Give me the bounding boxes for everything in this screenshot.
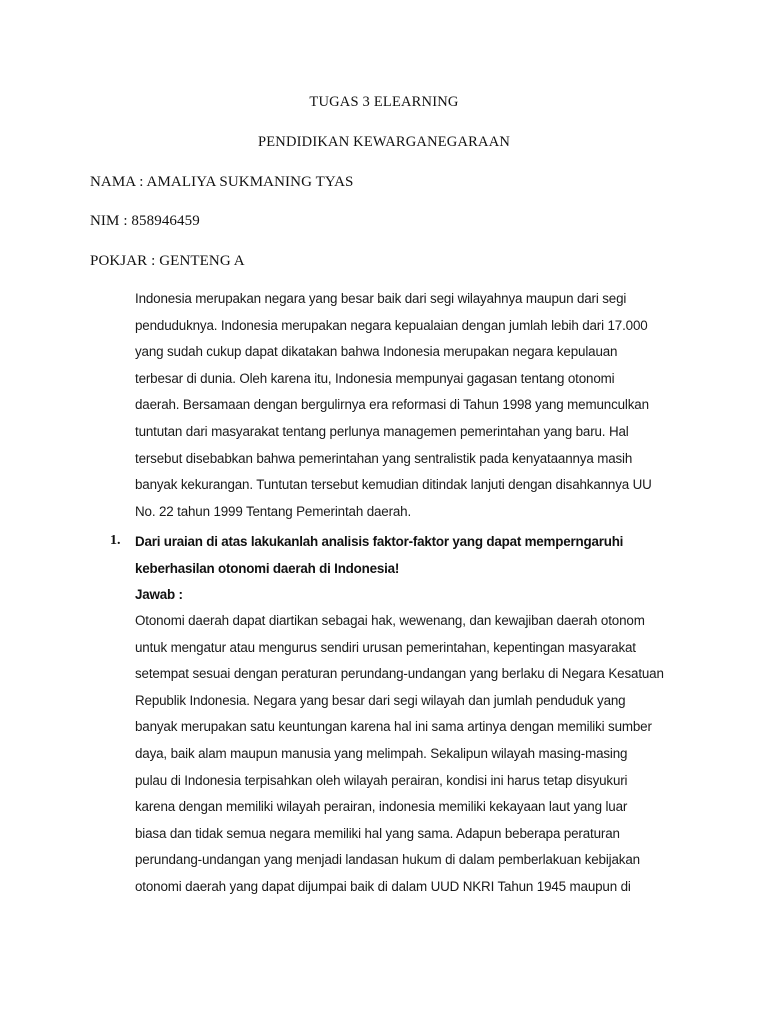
intro-paragraph [135,286,695,525]
subject-title: PENDIDIKAN KEWARGANEGARAAN [257,134,511,150]
paragraph-line: pulau di Indonesia terpisahkan oleh wilayah perairan, kondisi ini harus tetap disyukuri [135,772,628,788]
paragraph-line: otonomi daerah yang dapat dijumpai baik di dalam UUD NKRI Tahun 1945 maupun di [135,878,631,894]
paragraph-line: banyak merupakan satu keuntungan karena hal ini sama artinya dengan memiliki sumber [135,719,652,735]
paragraph-line: Otonomi daerah dapat diartikan sebagai hak, wewenang, dan kewajiban daerah otonom [135,613,645,628]
paragraph-line: untuk mengatur atau mengurus sendiri urusan pemerintahan, kepentingan masyarakat [135,639,636,655]
paragraph-line: banyak kekurangan. Tuntutan tersebut kemudian ditindak lanjuti dengan disahkannya UU [135,477,652,493]
paragraph-line: karena dengan memiliki wilayah perairan, indonesia memiliki kekayaan laut yang luar [135,799,628,815]
paragraph-line: setempat sesuai dengan peraturan perundang-undangan yang berlaku di Negara Kesatuan [135,666,664,682]
paragraph-line: terbesar di dunia. Oleh karena itu, Indonesia mempunyai gagasan tentang otonomi [135,370,615,386]
paragraph-line: penduduknya. Indonesia merupakan negara kepualaian dengan jumlah lebih dari 17.000 [135,317,648,333]
document-title: TUGAS 3 ELEARNING [309,94,459,110]
paragraph-line: Republik Indonesia. Negara yang besar dari segi wilayah dan jumlah penduduk yang [135,692,626,708]
paragraph-line: daerah. Bersamaan dengan bergulirnya era reformasi di Tahun 1998 yang memunculkan [135,397,649,413]
question-number: 1. [110,533,121,548]
question-text [135,529,623,609]
paragraph-line: Indonesia merupakan negara yang besar baik dari segi wilayahnya maupun dari segi [135,291,627,306]
paragraph-line: yang sudah cukup dapat dikatakan bahwa Indonesia merupakan negara kepulauan [135,344,618,360]
nim-field: NIM : 858946459 [90,213,200,229]
paragraph-line: perundang-undangan yang menjadi landasan hukum di dalam pemberlakuan kebijakan [135,852,640,868]
paragraph-line: tuntutan dari masyarakat tentang perlunya managemen pemerintahan yang baru. Hal [135,423,629,439]
name-field: NAMA : AMALIYA SUKMANING TYAS [90,174,354,190]
pokjar-field: POKJAR : GENTENG A [90,253,245,269]
paragraph-line: daya, baik alam maupun manusia yang melimpah. Sekalipun wilayah masing-masing [135,745,628,761]
paragraph-line: tersebut disebabkan bahwa pemerintahan yang sentralistik pada kenyataannya masih [135,450,633,466]
paragraph-line: No. 22 tahun 1999 Tentang Pemerintah daerah. [135,503,412,519]
question-line: Dari uraian di atas lakukanlah analisis faktor-faktor yang dapat memperngaruhi [135,534,624,549]
answer-label: Jawab : [135,587,183,603]
answer-paragraph [135,608,695,901]
question-line: keberhasilan otonomi daerah di Indonesia! [135,560,400,576]
paragraph-line: biasa dan tidak semua negara memiliki hal yang sama. Adapun beberapa peraturan [135,825,620,841]
